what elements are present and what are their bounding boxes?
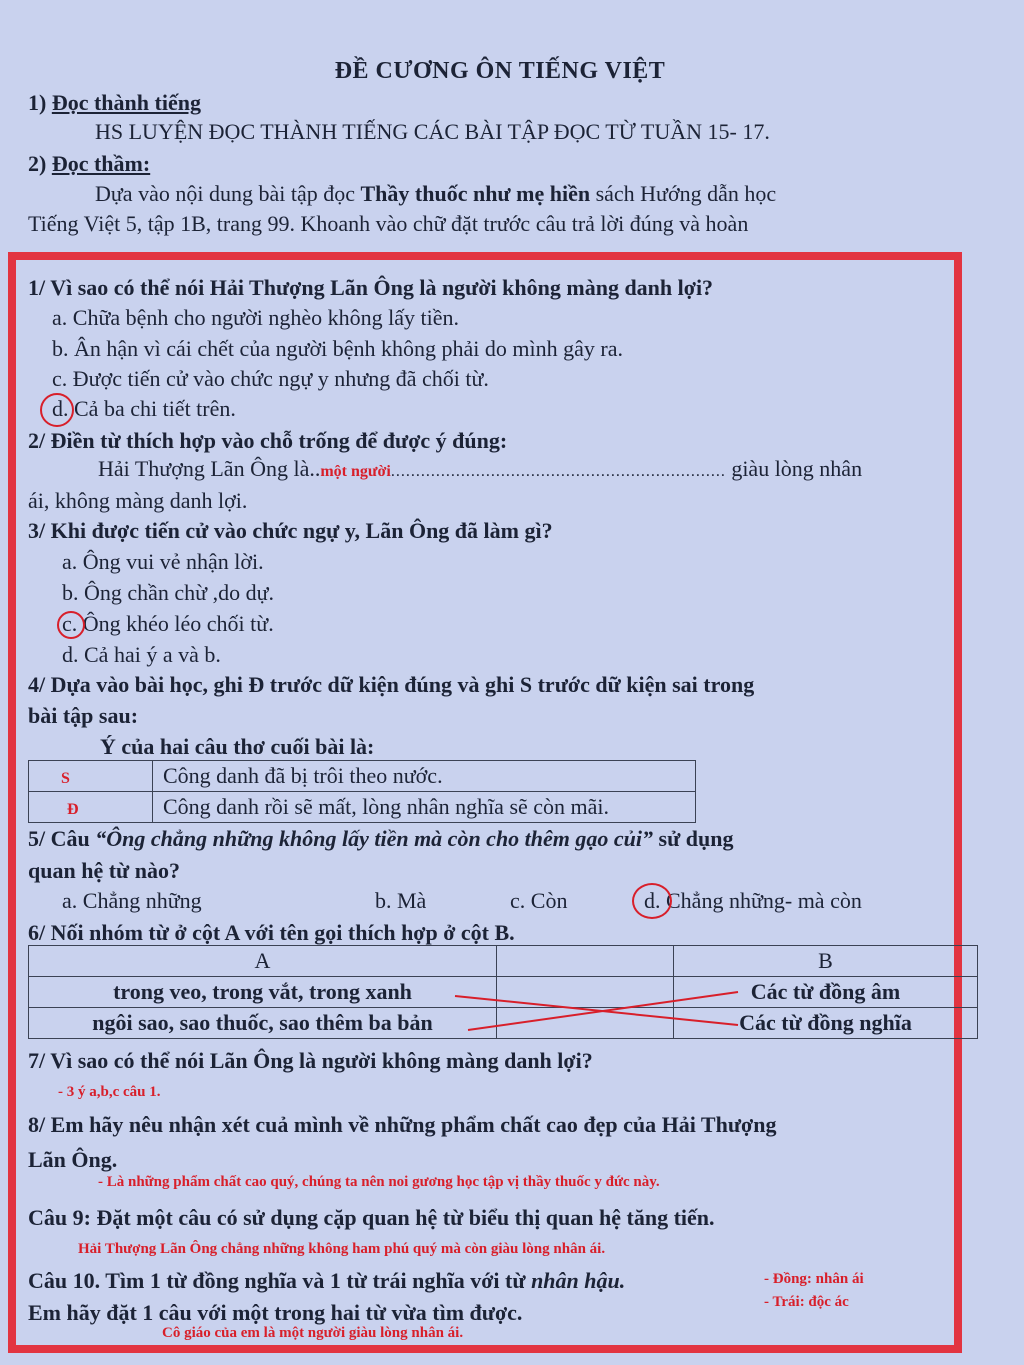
- q7-answer: - 3 ý a,b,c câu 1.: [58, 1084, 161, 1100]
- q9-answer: Hải Thượng Lãn Ông chẳng những không ham phú quý mà còn giàu lòng nhân ái.: [78, 1241, 606, 1257]
- q6-b-item-1: Các từ đồng âm: [674, 977, 978, 1008]
- q1-option-c: c. Được tiến cử vào chức ngự y nhưng đã chối từ.: [52, 366, 489, 391]
- q2-line2: ái, không màng danh lợi.: [28, 488, 248, 513]
- section2-line2: Tiếng Việt 5, tập 1B, trang 99. Khoanh vào chữ đặt trước câu trả lời đúng và hoàn: [28, 211, 749, 236]
- q2-fill-line: Hải Thượng Lãn Ông là..một người................................................................... giàu lòng nhân: [98, 456, 863, 481]
- lesson-title: Thầy thuốc như mẹ hiền: [360, 181, 591, 206]
- q1-option-a: a. Chữa bệnh cho người nghèo không lấy tiền.: [52, 305, 459, 330]
- q8-question-l2: Lãn Ông.: [28, 1147, 118, 1172]
- q2-answer: một người: [320, 463, 391, 480]
- q6-b-item-2: Các từ đồng nghĩa: [674, 1008, 978, 1039]
- page-title: ĐỀ CƯƠNG ÔN TIẾNG VIỆT: [334, 58, 666, 84]
- q3-option-b: b. Ông chần chừ ,do dự.: [62, 580, 275, 605]
- q6-a-item-1: trong veo, trong vắt, trong xanh: [29, 977, 497, 1008]
- q10-answer-sentence: Cô giáo của em là một người giàu lòng nhân ái.: [162, 1325, 464, 1341]
- q10-answer-antonym: - Trái: độc ác: [764, 1294, 849, 1310]
- q3-question: 3/ Khi được tiến cử vào chức ngự y, Lãn Ông đã làm gì?: [28, 518, 553, 543]
- connector-line-1: [455, 996, 738, 1025]
- q4-statement-1: Công danh đã bị trôi theo nước.: [153, 761, 696, 792]
- q5-option-d: d. Chẳng những- mà còn: [644, 888, 862, 913]
- q10-question-l1: Câu 10. Tìm 1 từ đồng nghĩa và 1 từ trái nghĩa với từ nhân hậu.: [28, 1268, 626, 1293]
- section1-text: HS LUYỆN ĐỌC THÀNH TIẾNG CÁC BÀI TẬP ĐỌC TỪ TUẦN 15- 17.: [95, 119, 770, 144]
- q5-option-b: b. Mà: [375, 888, 427, 913]
- q1-option-b: b. Ân hận vì cái chết của người bệnh không phải do mình gây ra.: [52, 336, 623, 361]
- section2-num: 2): [28, 151, 47, 176]
- q5-option-a: a. Chẳng những: [62, 888, 202, 913]
- q4-question-l1: 4/ Dựa vào bài học, ghi Đ trước dữ kiện đúng và ghi S trước dữ kiện sai trong: [28, 672, 755, 697]
- section2-line1: Dựa vào nội dung bài tập đọc Thầy thuốc như mẹ hiền sách Hướng dẫn học: [95, 181, 777, 206]
- q8-answer: - Là những phẩm chất cao quý, chúng ta nên noi gương học tập vị thầy thuốc y đức này.: [98, 1174, 660, 1190]
- q6-a-item-2: ngôi sao, sao thuốc, sao thêm ba bản: [29, 1008, 497, 1039]
- section1-title: Đọc thành tiếng: [51, 90, 201, 115]
- section1-num: 1): [28, 90, 47, 115]
- section2-title: Đọc thầm:: [51, 151, 151, 176]
- q5-question: 5/ Câu “Ông chẳng những không lấy tiền mà còn cho thêm gạo củi” sử dụng: [28, 826, 734, 851]
- q4-statement-2: Công danh rồi sẽ mất, lòng nhân nghĩa sẽ còn mãi.: [153, 792, 696, 823]
- q10-word: nhân hậu.: [531, 1268, 626, 1293]
- q7-question: 7/ Vì sao có thể nói Lãn Ông là người không màng danh lợi?: [28, 1048, 593, 1073]
- q6-question: 6/ Nối nhóm từ ở cột A với tên gọi thích hợp ở cột B.: [28, 920, 515, 945]
- q10-answer-synonym: - Đồng: nhân ái: [764, 1271, 864, 1287]
- q6-col-b-header: B: [674, 946, 978, 977]
- q4-mark-1[interactable]: S: [29, 761, 153, 792]
- q8-question-l1: 8/ Em hãy nêu nhận xét cuả mình về những phẩm chất cao đẹp của Hải Thượng: [28, 1112, 777, 1137]
- q9-question: Câu 9: Đặt một câu có sử dụng cặp quan hệ từ biểu thị quan hệ tăng tiến.: [28, 1205, 715, 1230]
- q3-option-d: d. Cả hai ý a và b.: [62, 642, 221, 667]
- q1-question: 1/ Vì sao có thể nói Hải Thượng Lãn Ông là người không màng danh lợi?: [28, 275, 714, 300]
- connector-line-2: [468, 992, 738, 1030]
- q4-mark-2[interactable]: Đ: [29, 792, 153, 823]
- q6-col-a-header: A: [29, 946, 497, 977]
- q10-question-l2: Em hãy đặt 1 câu với một trong hai từ vừa tìm được.: [28, 1300, 523, 1325]
- q1-option-d: d. Cả ba chi tiết trên.: [52, 396, 236, 421]
- q5-option-c: c. Còn: [510, 888, 568, 913]
- q3-option-a: a. Ông vui vẻ nhận lời.: [62, 549, 264, 574]
- q4-question-l2: bài tập sau:: [28, 703, 139, 728]
- q2-question: 2/ Điền từ thích hợp vào chỗ trống để được ý đúng:: [28, 428, 508, 453]
- q4-sub: Ý của hai câu thơ cuối bài là:: [100, 734, 375, 759]
- q5-question-l2: quan hệ từ nào?: [28, 858, 180, 883]
- q3-option-c: c. Ông khéo léo chối từ.: [62, 611, 274, 636]
- q5-quote: “Ông chẳng những không lấy tiền mà còn cho thêm gạo củi”: [95, 826, 654, 851]
